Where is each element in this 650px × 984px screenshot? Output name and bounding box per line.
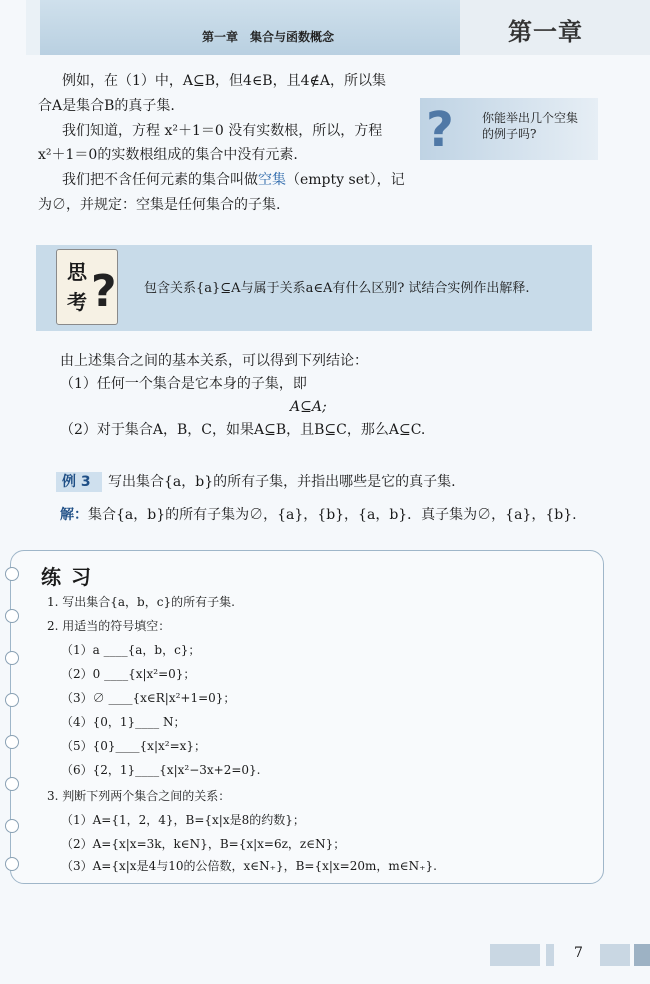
exercise-q2-item: （4）{0，1}____ N； [61, 715, 186, 729]
para3-text-a: 我们把不含任何元素的集合叫做 [62, 172, 258, 188]
conclusion-formula: A⊆A; [290, 399, 327, 415]
binder-ring-icon [5, 735, 19, 749]
page-number: 7 [574, 945, 583, 961]
exercise-q2-item: （6）{2，1}____{x|x²−3x+2=0}. [61, 763, 261, 777]
binder-ring-icon [5, 857, 19, 871]
term-empty-set: 空集 [258, 172, 286, 188]
exercise-q2-item: （2）0 ____{x|x²=0}； [61, 667, 196, 681]
footer-bar-segment [490, 944, 540, 966]
para2-line1: 我们知道，方程 x²＋1＝0 没有实数根，所以，方程 [62, 123, 383, 139]
think-badge-icon [56, 249, 118, 325]
chapter-tab-label: 第一章 [508, 18, 583, 46]
para3-line2: 为∅，并规定：空集是任何集合的子集. [38, 197, 281, 213]
exercise-title: 练习 [41, 565, 101, 589]
para3-text-c: （empty set），记 [286, 172, 405, 188]
footer-bar-segment [546, 944, 554, 966]
para3-line1 [62, 171, 405, 189]
example-label: 例 3 [56, 472, 102, 492]
binder-ring-icon [5, 609, 19, 623]
exercise-q2-item: （3）∅ ____{x∈R|x²+1=0}； [61, 691, 236, 705]
exercise-q2-item: （5）{0}____{x|x²=x}； [61, 739, 207, 753]
binder-ring-icon [5, 693, 19, 707]
para1-line2: 合A是集合B的真子集. [38, 98, 175, 114]
binder-ring-icon [5, 777, 19, 791]
exercise-q3-item: （2）A={x|x=3k，k∈N}，B={x|x=6z，z∈N}； [61, 837, 346, 851]
page-header [26, 0, 650, 55]
header-left-strip [26, 0, 40, 55]
footer-decoration [490, 944, 650, 966]
think-char-1: 思 [67, 260, 87, 284]
think-question-mark-icon: ? [91, 266, 117, 317]
binder-ring-icon [5, 567, 19, 581]
think-question: 包含关系{a}⊆A与属于关系a∈A有什么区别? 试结合实例作出解释. [144, 281, 530, 296]
exercise-q3: 3. 判断下列两个集合之间的关系： [47, 789, 231, 803]
binder-ring-icon [5, 651, 19, 665]
think-box [36, 245, 592, 331]
exercise-q3-item: （3）A={x|x是4与10的公倍数，x∈N₊}，B={x|x=20m，m∈N₊}. [61, 859, 437, 873]
exercise-q1: 1. 写出集合{a，b，c}的所有子集. [47, 595, 235, 609]
solution-label: 解： [60, 507, 88, 523]
example-question: 写出集合{a，b}的所有子集，并指出哪些是它的真子集. [108, 474, 456, 490]
question-mark-icon: ? [426, 102, 454, 158]
footer-bar-segment [634, 944, 650, 966]
side-question-text [482, 110, 578, 142]
solution-text: 集合{a，b}的所有子集为∅，{a}，{b}，{a，b}．真子集为∅，{a}，{b}. [88, 507, 577, 523]
conclusion-item1: （1）任何一个集合是它本身的子集，即 [60, 376, 307, 392]
side-question-line1: 你能举出几个空集 [482, 111, 579, 125]
para1-line1: 例如，在（1）中，A⊆B，但4∈B，且4∉A，所以集 [62, 73, 386, 89]
chapter-tab [460, 0, 650, 55]
conclusion-intro: 由上述集合之间的基本关系，可以得到下列结论： [60, 353, 368, 369]
exercise-q2: 2. 用适当的符号填空： [47, 619, 171, 633]
running-head: 第一章 集合与函数概念 [202, 30, 335, 44]
footer-bar-segment [600, 944, 630, 966]
para2-line2: x²＋1＝0的实数根组成的集合中没有元素. [38, 147, 298, 163]
exercise-q2-item: （1）a ____{a，b，c}； [61, 643, 201, 657]
side-question-line2: 的例子吗? [482, 127, 537, 141]
exercise-box [10, 550, 604, 884]
example-solution [60, 506, 577, 524]
think-char-2: 考 [67, 290, 87, 314]
binder-ring-icon [5, 819, 19, 833]
side-question-box [420, 98, 598, 160]
exercise-q3-item: （1）A={1，2，4}，B={x|x是8的约数}； [61, 813, 305, 827]
conclusion-item2: （2）对于集合A，B，C，如果A⊆B，且B⊆C，那么A⊆C. [60, 422, 426, 438]
